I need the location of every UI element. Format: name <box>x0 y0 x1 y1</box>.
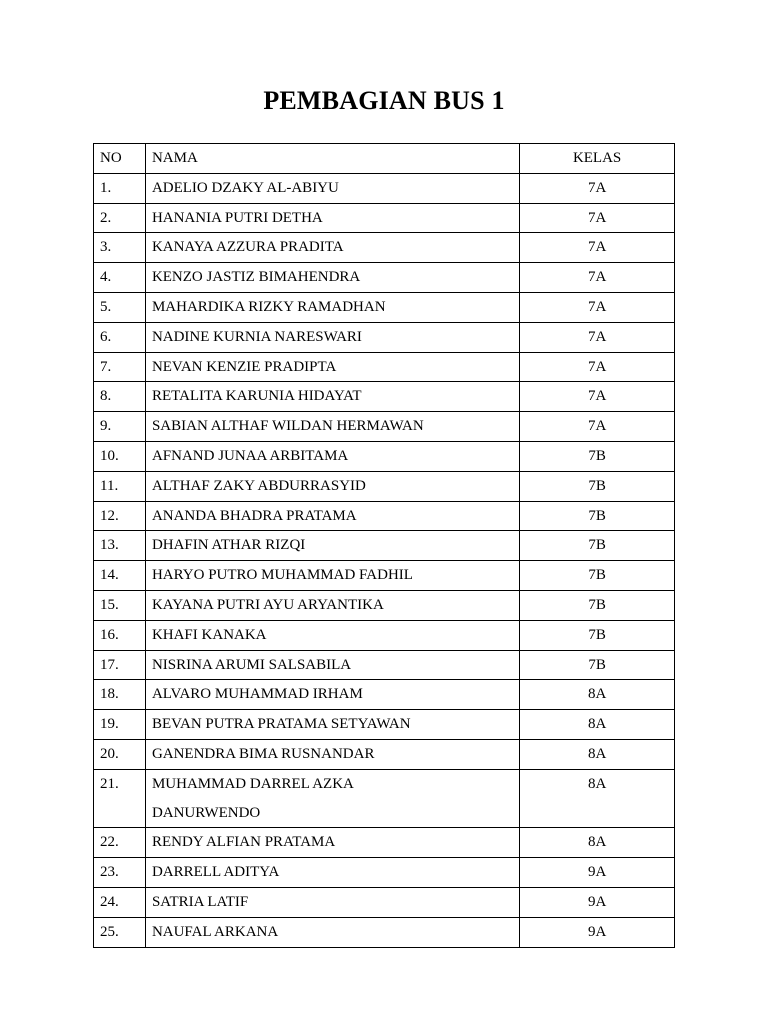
student-name: RENDY ALFIAN PRATAMA <box>151 834 336 851</box>
row-number: 23. <box>94 858 146 888</box>
row-number: 24. <box>94 887 146 917</box>
table-row <box>94 917 675 947</box>
student-name-cell <box>145 441 519 471</box>
student-name: SABIAN ALTHAF WILDAN HERMAWAN <box>151 418 424 435</box>
table-row <box>94 710 675 740</box>
student-name: KHAFI KANAKA <box>151 626 267 643</box>
table-row <box>94 203 675 233</box>
row-number: 8. <box>94 382 146 412</box>
student-name-cell <box>145 650 519 680</box>
row-number: 3. <box>94 233 146 263</box>
class-cell: 9A <box>520 917 675 947</box>
table-row <box>94 739 675 769</box>
class-cell: 8A <box>520 739 675 769</box>
column-header-kelas: KELAS <box>520 144 675 174</box>
class-cell: 7A <box>520 352 675 382</box>
student-name-cell <box>145 917 519 947</box>
table-row <box>94 650 675 680</box>
class-cell: 7B <box>520 620 675 650</box>
student-name-cell <box>145 471 519 501</box>
row-number: 4. <box>94 263 146 293</box>
bus-roster-table <box>93 143 675 948</box>
student-name-cell <box>145 561 519 591</box>
class-cell: 7A <box>520 233 675 263</box>
student-name: KANAYA AZZURA PRADITA <box>151 239 344 256</box>
row-number: 1. <box>94 173 146 203</box>
class-cell: 8A <box>520 680 675 710</box>
class-cell: 7B <box>520 590 675 620</box>
row-number: 2. <box>94 203 146 233</box>
student-name: HARYO PUTRO MUHAMMAD FADHIL <box>151 567 413 584</box>
student-name: NEVAN KENZIE PRADIPTA <box>151 358 337 375</box>
student-name-cell <box>145 710 519 740</box>
student-name-cell <box>145 322 519 352</box>
student-name-cell <box>145 828 519 858</box>
student-name-cell <box>145 263 519 293</box>
student-name: KENZO JASTIZ BIMAHENDRA <box>151 269 361 286</box>
row-number: 6. <box>94 322 146 352</box>
student-name: ADELIO DZAKY AL-ABIYU <box>151 179 339 196</box>
row-number: 25. <box>94 917 146 947</box>
student-name-cell <box>145 412 519 442</box>
student-name: NADINE KURNIA NARESWARI <box>151 328 362 345</box>
table-row <box>94 680 675 710</box>
class-cell: 9A <box>520 858 675 888</box>
table-row <box>94 352 675 382</box>
student-name: HANANIA PUTRI DETHA <box>151 209 323 226</box>
table-row <box>94 292 675 322</box>
student-name: GANENDRA BIMA RUSNANDAR <box>151 745 375 762</box>
table-row <box>94 561 675 591</box>
student-name-cell <box>145 233 519 263</box>
class-cell: 7B <box>520 501 675 531</box>
row-number: 14. <box>94 561 146 591</box>
student-name: BEVAN PUTRA PRATAMA SETYAWAN <box>151 716 411 733</box>
student-name: DARRELL ADITYA <box>151 864 280 881</box>
student-name: NAUFAL ARKANA <box>151 923 279 940</box>
table-row <box>94 858 675 888</box>
class-cell: 9A <box>520 887 675 917</box>
row-number: 19. <box>94 710 146 740</box>
row-number: 13. <box>94 531 146 561</box>
row-number: 16. <box>94 620 146 650</box>
student-name: SATRIA LATIF <box>151 893 249 910</box>
student-name: DHAFIN ATHAR RIZQI <box>151 537 306 554</box>
table-row <box>94 828 675 858</box>
row-number: 22. <box>94 828 146 858</box>
column-header-no: NO <box>94 144 146 174</box>
student-name-cell <box>145 203 519 233</box>
student-name-cell <box>145 531 519 561</box>
row-number: 9. <box>94 412 146 442</box>
table-row <box>94 441 675 471</box>
table-row <box>94 769 675 828</box>
student-name: ANANDA BHADRA PRATAMA <box>151 507 357 524</box>
student-name: ALVARO MUHAMMAD IRHAM <box>151 686 363 703</box>
student-name-cell <box>145 173 519 203</box>
student-name: AFNAND JUNAA ARBITAMA <box>151 447 349 464</box>
class-cell: 7A <box>520 203 675 233</box>
table-row <box>94 531 675 561</box>
student-name: KAYANA PUTRI AYU ARYANTIKA <box>151 596 384 613</box>
row-number: 12. <box>94 501 146 531</box>
class-cell: 7A <box>520 322 675 352</box>
student-name-cell <box>145 501 519 531</box>
table-row <box>94 471 675 501</box>
student-name: ALTHAF ZAKY ABDURRASYID <box>151 477 366 494</box>
table-row <box>94 501 675 531</box>
student-name-continued: DANURWENDO <box>151 804 261 821</box>
class-cell: 7B <box>520 441 675 471</box>
class-cell: 7A <box>520 263 675 293</box>
row-number: 11. <box>94 471 146 501</box>
student-name-cell <box>145 739 519 769</box>
table-row <box>94 263 675 293</box>
student-name-cell <box>145 858 519 888</box>
class-cell: 8A <box>520 769 675 828</box>
row-number: 18. <box>94 680 146 710</box>
class-cell: 8A <box>520 828 675 858</box>
class-cell: 7A <box>520 173 675 203</box>
row-number: 7. <box>94 352 146 382</box>
table-row <box>94 233 675 263</box>
class-cell: 7B <box>520 531 675 561</box>
row-number: 20. <box>94 739 146 769</box>
class-cell: 7A <box>520 292 675 322</box>
class-cell: 8A <box>520 710 675 740</box>
table-row <box>94 382 675 412</box>
class-cell: 7B <box>520 650 675 680</box>
table-header-row <box>94 144 675 174</box>
row-number: 15. <box>94 590 146 620</box>
student-name-cell <box>145 620 519 650</box>
class-cell: 7A <box>520 382 675 412</box>
table-row <box>94 412 675 442</box>
row-number: 5. <box>94 292 146 322</box>
student-name-cell <box>145 352 519 382</box>
student-name: MUHAMMAD DARREL AZKA <box>151 775 354 792</box>
student-name-cell <box>145 590 519 620</box>
student-name-cell <box>145 292 519 322</box>
row-number: 17. <box>94 650 146 680</box>
row-number: 10. <box>94 441 146 471</box>
student-name-cell <box>145 382 519 412</box>
table-row <box>94 620 675 650</box>
column-header-nama: NAMA <box>145 144 519 174</box>
table-body <box>94 173 675 947</box>
table-row <box>94 173 675 203</box>
student-name-cell <box>145 887 519 917</box>
table-row <box>94 887 675 917</box>
page-title: PEMBAGIAN BUS 1 <box>263 86 505 115</box>
class-cell: 7A <box>520 412 675 442</box>
class-cell: 7B <box>520 561 675 591</box>
class-cell: 7B <box>520 471 675 501</box>
table-row <box>94 322 675 352</box>
table-row <box>94 590 675 620</box>
student-name-cell <box>145 769 519 828</box>
student-name-cell <box>145 680 519 710</box>
student-name: MAHARDIKA RIZKY RAMADHAN <box>151 298 386 315</box>
student-name: RETALITA KARUNIA HIDAYAT <box>151 388 362 405</box>
row-number: 21. <box>94 769 146 828</box>
student-name: NISRINA ARUMI SALSABILA <box>151 656 352 673</box>
